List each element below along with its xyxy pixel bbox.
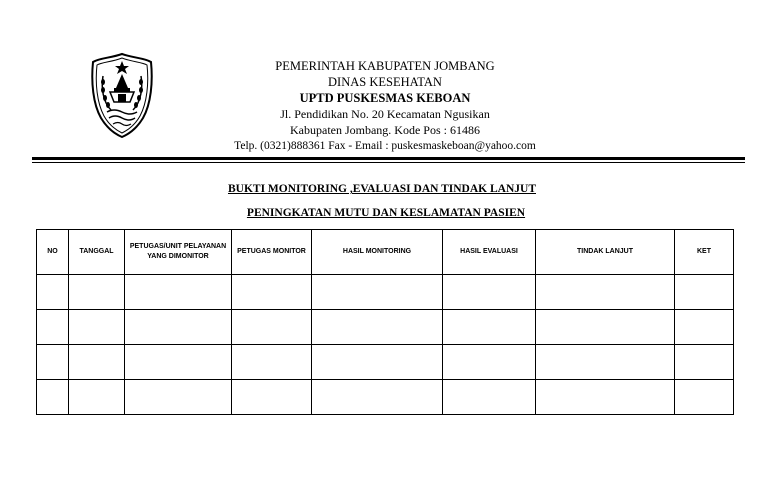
table-header-row: [37, 230, 734, 275]
table-row: [37, 345, 734, 380]
address-street: Jl. Pendidikan No. 20 Kecamatan Ngusikan: [280, 107, 490, 121]
table-cell: [125, 380, 232, 415]
table-cell: [443, 345, 536, 380]
table-cell: [443, 380, 536, 415]
table-row: [37, 380, 734, 415]
unit-name: UPTD PUSKESMAS KEBOAN: [299, 91, 471, 105]
table-cell: [675, 345, 734, 380]
table-cell: [312, 310, 443, 345]
table-cell: [232, 380, 312, 415]
table-cell: [675, 380, 734, 415]
column-header: TINDAK LANJUT: [536, 230, 675, 275]
table-cell: [69, 380, 125, 415]
table-cell: [69, 310, 125, 345]
column-header: HASIL MONITORING: [312, 230, 443, 275]
document-title: BUKTI MONITORING ,EVALUASI DAN TINDAK LANJUT: [227, 183, 536, 195]
table-cell: [675, 310, 734, 345]
government-name: PEMERINTAH KABUPATEN JOMBANG: [275, 59, 495, 73]
letterhead: [160, 58, 610, 154]
column-header: TANGGAL: [69, 230, 125, 275]
table-cell: [232, 310, 312, 345]
table-cell: [443, 275, 536, 310]
table-cell: [675, 275, 734, 310]
table-cell: [536, 310, 675, 345]
table-cell: [312, 380, 443, 415]
document-subtitle: PENINGKATAN MUTU DAN KESLAMATAN PASIEN: [246, 207, 526, 219]
column-header: PETUGAS MONITOR: [232, 230, 312, 275]
table-cell: [69, 345, 125, 380]
table-cell: [37, 310, 69, 345]
column-header: HASIL EVALUASI: [443, 230, 536, 275]
table-cell: [312, 345, 443, 380]
table-cell: [125, 275, 232, 310]
contact-line: Telp. (0321)888361 Fax - Email : puskesmaskeboan@yahoo.com: [234, 140, 536, 152]
column-header: KET: [675, 230, 734, 275]
table-cell: [125, 310, 232, 345]
table-row: [37, 310, 734, 345]
monitoring-table: [36, 229, 734, 415]
table-cell: [536, 275, 675, 310]
table-row: [37, 275, 734, 310]
agency-name: DINAS KESEHATAN: [328, 75, 442, 89]
letterhead-divider: [32, 157, 745, 160]
address-city: Kabupaten Jombang. Kode Pos : 61486: [290, 123, 480, 137]
column-header: NO: [37, 230, 69, 275]
letterhead-divider-thin: [32, 162, 745, 163]
table-cell: [37, 275, 69, 310]
table-cell: [125, 345, 232, 380]
jombang-regency-emblem-icon: [89, 52, 155, 138]
table-cell: [443, 310, 536, 345]
table-cell: [69, 275, 125, 310]
table-cell: [232, 345, 312, 380]
table-cell: [37, 345, 69, 380]
table-cell: [536, 345, 675, 380]
table-cell: [232, 275, 312, 310]
column-header: PETUGAS/UNIT PELAYANAN YANG DIMONITOR: [125, 230, 232, 275]
table-cell: [37, 380, 69, 415]
table-cell: [312, 275, 443, 310]
table-cell: [536, 380, 675, 415]
